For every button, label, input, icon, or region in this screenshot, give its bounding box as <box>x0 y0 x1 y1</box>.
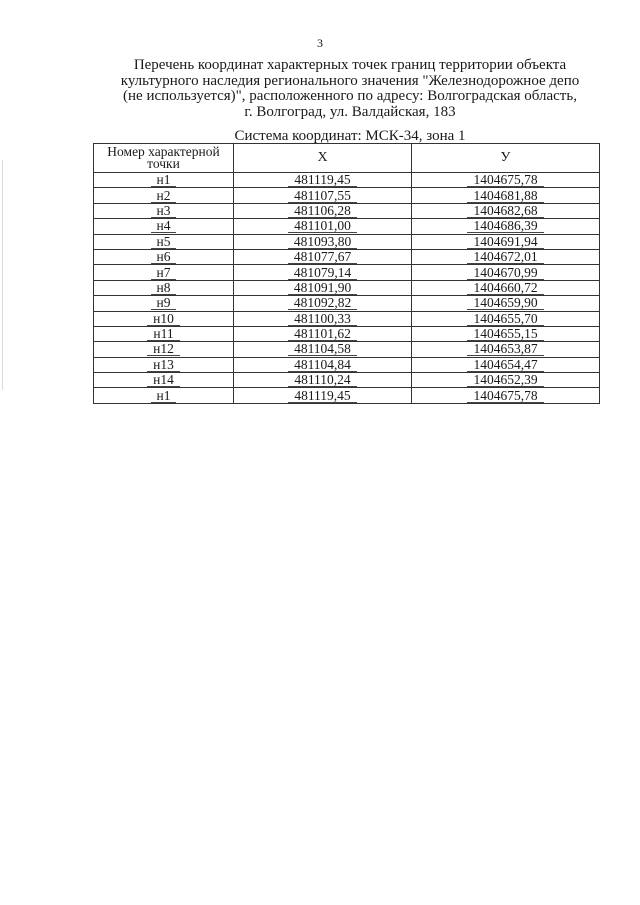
table-row <box>94 342 600 357</box>
x-coordinate-cell-value: 481091,90 <box>288 281 357 295</box>
point-number-cell <box>94 203 234 218</box>
point-number-cell <box>94 173 234 188</box>
point-number-cell-value: н8 <box>151 281 177 295</box>
table-row <box>94 234 600 249</box>
point-number-cell <box>94 388 234 403</box>
point-number-cell-value: н10 <box>147 312 180 326</box>
y-coordinate-cell-value: 1404660,72 <box>467 281 543 295</box>
y-coordinate-cell <box>412 234 600 249</box>
y-coordinate-cell-value: 1404653,87 <box>467 342 543 356</box>
point-number-cell-value: н14 <box>147 373 180 387</box>
point-number-cell <box>94 188 234 203</box>
point-number-cell <box>94 234 234 249</box>
point-number-cell <box>94 280 234 295</box>
table-row <box>94 249 600 264</box>
y-coordinate-cell-value: 1404672,01 <box>467 250 543 264</box>
page-number: 3 <box>317 36 323 50</box>
point-number-cell <box>94 296 234 311</box>
point-number-cell <box>94 326 234 341</box>
x-coordinate-cell <box>234 249 412 264</box>
table-row <box>94 311 600 326</box>
table-body <box>94 173 600 404</box>
point-number-cell-value: н5 <box>151 235 177 249</box>
x-coordinate-cell-value: 481077,67 <box>288 250 357 264</box>
document-title-line: (не используется)", расположенного по адресу: Волгоградская область, <box>123 88 577 104</box>
table-row <box>94 265 600 280</box>
document-title <box>100 58 600 120</box>
y-coordinate-cell <box>412 373 600 388</box>
y-coordinate-cell <box>412 203 600 218</box>
point-number-cell <box>94 311 234 326</box>
x-coordinate-cell <box>234 311 412 326</box>
document-title-line: культурного наследия регионального значения "Железнодорожное депо <box>120 72 580 89</box>
point-number-cell <box>94 219 234 234</box>
point-number-cell-value: н4 <box>151 219 177 233</box>
table-row <box>94 219 600 234</box>
y-coordinate-cell-value: 1404655,70 <box>467 312 543 326</box>
point-number-cell-value: н12 <box>147 342 180 356</box>
x-coordinate-cell-value: 481104,58 <box>288 342 357 356</box>
y-coordinate-cell <box>412 326 600 341</box>
x-coordinate-cell-value: 481104,84 <box>288 358 357 372</box>
table-row <box>94 388 600 403</box>
y-coordinate-cell <box>412 311 600 326</box>
header-x: X <box>234 144 412 173</box>
point-number-cell-value: н2 <box>151 189 177 203</box>
point-number-cell <box>94 249 234 264</box>
x-coordinate-cell-value: 481107,55 <box>288 189 357 203</box>
scan-margin-mark <box>2 160 3 390</box>
point-number-cell-value: н6 <box>151 250 177 264</box>
x-coordinate-cell <box>234 373 412 388</box>
y-coordinate-cell <box>412 342 600 357</box>
point-number-cell <box>94 265 234 280</box>
x-coordinate-cell <box>234 173 412 188</box>
x-coordinate-cell <box>234 326 412 341</box>
point-number-cell-value: н3 <box>151 204 177 218</box>
y-coordinate-cell-value: 1404675,78 <box>467 173 543 187</box>
table-row <box>94 326 600 341</box>
x-coordinate-cell-value: 481100,33 <box>288 312 357 326</box>
x-coordinate-cell <box>234 296 412 311</box>
x-coordinate-cell <box>234 342 412 357</box>
x-coordinate-cell <box>234 388 412 403</box>
document-title-line: г. Волгоград, ул. Валдайская, 183 <box>244 103 456 120</box>
x-coordinate-cell-value: 481101,62 <box>288 327 357 341</box>
y-coordinate-cell-value: 1404675,78 <box>467 389 543 403</box>
y-coordinate-cell-value: 1404654,47 <box>467 358 543 372</box>
point-number-cell <box>94 342 234 357</box>
point-number-cell <box>94 373 234 388</box>
y-coordinate-cell-value: 1404686,39 <box>467 219 543 233</box>
y-coordinate-cell-value: 1404681,88 <box>467 189 543 203</box>
y-coordinate-cell-value: 1404655,15 <box>467 327 543 341</box>
table-row <box>94 173 600 188</box>
y-coordinate-cell <box>412 357 600 372</box>
x-coordinate-cell <box>234 357 412 372</box>
y-coordinate-cell <box>412 280 600 295</box>
x-coordinate-cell-value: 481119,45 <box>288 173 356 187</box>
y-coordinate-cell <box>412 388 600 403</box>
y-coordinate-cell <box>412 265 600 280</box>
point-number-cell-value: н1 <box>151 173 177 187</box>
x-coordinate-cell-value: 481092,82 <box>288 296 357 310</box>
x-coordinate-cell-value: 481110,24 <box>288 373 356 387</box>
y-coordinate-cell <box>412 296 600 311</box>
document-title-line: Перечень координат характерных точек границ территории объекта <box>133 57 567 73</box>
y-coordinate-cell-value: 1404659,90 <box>467 296 543 310</box>
y-coordinate-cell-value: 1404652,39 <box>467 373 543 387</box>
point-number-cell-value: н11 <box>147 327 179 341</box>
y-coordinate-cell <box>412 249 600 264</box>
x-coordinate-cell-value: 481093,80 <box>288 235 357 249</box>
point-number-cell-value: н7 <box>151 266 177 280</box>
y-coordinate-cell-value: 1404670,99 <box>467 266 543 280</box>
x-coordinate-cell <box>234 188 412 203</box>
coordinate-system-label: Система координат: МСК-34, зона 1 <box>234 128 466 144</box>
x-coordinate-cell <box>234 265 412 280</box>
y-coordinate-cell <box>412 219 600 234</box>
x-coordinate-cell-value: 481079,14 <box>288 266 357 280</box>
table-row <box>94 357 600 372</box>
table-row <box>94 373 600 388</box>
x-coordinate-cell <box>234 280 412 295</box>
point-number-cell-value: н1 <box>151 389 177 403</box>
y-coordinate-cell <box>412 188 600 203</box>
point-number-cell <box>94 357 234 372</box>
x-coordinate-cell <box>234 203 412 218</box>
table-header-row <box>94 144 600 173</box>
x-coordinate-cell-value: 481106,28 <box>288 204 357 218</box>
x-coordinate-cell <box>234 234 412 249</box>
point-number-cell-value: н9 <box>151 296 177 310</box>
header-point-number: Номер характерной точки <box>94 144 234 173</box>
x-coordinate-cell <box>234 219 412 234</box>
y-coordinate-cell <box>412 173 600 188</box>
y-coordinate-cell-value: 1404682,68 <box>467 204 543 218</box>
point-number-cell-value: н13 <box>147 358 180 372</box>
x-coordinate-cell-value: 481101,00 <box>288 219 357 233</box>
table-row <box>94 296 600 311</box>
table-row <box>94 188 600 203</box>
table-row <box>94 203 600 218</box>
y-coordinate-cell-value: 1404691,94 <box>467 235 543 249</box>
x-coordinate-cell-value: 481119,45 <box>288 389 356 403</box>
table-row <box>94 280 600 295</box>
coordinates-table <box>93 143 600 404</box>
header-y: У <box>412 144 600 173</box>
